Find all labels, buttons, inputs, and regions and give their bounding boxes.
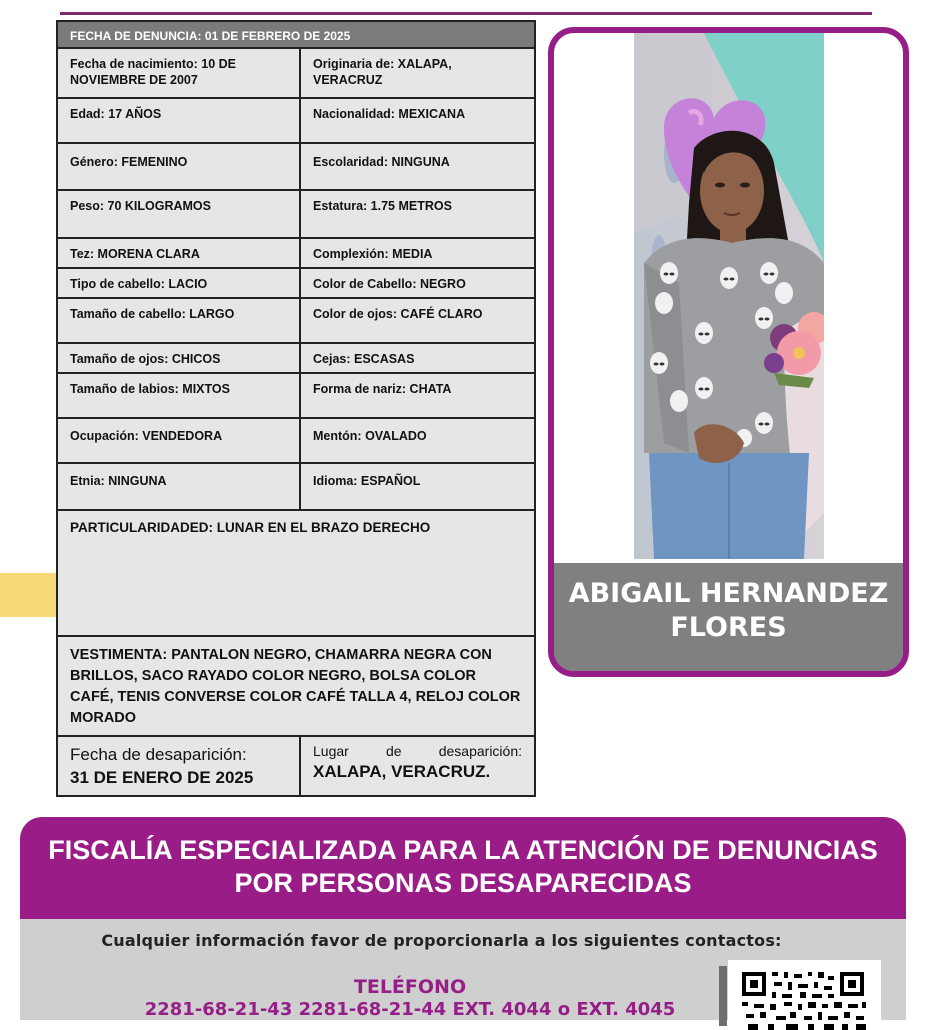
cell-genero: Género: FEMENINO	[70, 155, 188, 169]
info-table	[56, 20, 536, 797]
cell-complexion: Complexión: MEDIA	[299, 239, 534, 269]
lugar-desaparicion-value: XALAPA, VERACRUZ.	[313, 762, 491, 781]
cell-tamano-ojos: Tamaño de ojos: CHICOS	[70, 352, 221, 366]
cell-tez: Tez: MORENA CLARA	[70, 247, 200, 261]
table-row	[58, 47, 534, 99]
cell-peso: Peso: 70 KILOGRAMOS	[70, 199, 211, 213]
cell-tipo-cabello: Tipo de cabello: LACIO	[70, 277, 208, 291]
person-name: ABIGAIL HERNANDEZ FLORES	[554, 563, 903, 671]
cell-etnia: Etnia: NINGUNA	[70, 474, 167, 488]
cell-color-cabello: Color de Cabello: NEGRO	[299, 269, 534, 299]
table-row	[58, 462, 534, 511]
person-photo-illustration	[634, 33, 824, 559]
cell-menton: Mentón: OVALADO	[299, 419, 534, 464]
cell-forma-nariz: Forma de nariz: CHATA	[299, 374, 534, 419]
cell-color-ojos: Color de ojos: CAFÉ CLARO	[299, 299, 534, 344]
phone-block	[110, 976, 710, 1022]
cell-fecha-nacimiento: Fecha de nacimiento: 10 DE NOVIEMBRE DE 2007	[70, 57, 237, 87]
fecha-desaparicion-label: Fecha de desaparición:	[70, 745, 247, 764]
cell-originaria: Originaria de: XALAPA, VERACRUZ	[299, 49, 534, 99]
table-row	[58, 372, 534, 419]
cell-ocupacion: Ocupación: VENDEDORA	[70, 429, 223, 443]
fecha-desaparicion-value: 31 DE ENERO DE 2025	[70, 768, 254, 787]
qr-shadow	[719, 966, 727, 1026]
cell-cejas: Cejas: ESCASAS	[299, 344, 534, 374]
top-divider-line	[60, 12, 872, 15]
missing-person-card	[548, 27, 909, 677]
table-row	[58, 735, 534, 797]
table-row	[58, 97, 534, 144]
table-row	[58, 142, 534, 191]
cell-particularidad: PARTICULARIDADED: LUNAR EN EL BRAZO DERECHO	[70, 520, 431, 535]
phone-label: TELÉFONO	[353, 976, 467, 998]
cell-estatura: Estatura: 1.75 METROS	[299, 191, 534, 239]
contact-instructions: Cualquier información favor de proporcionarla a los siguientes contactos:	[101, 931, 782, 950]
lugar-desaparicion-label: Lugar de desaparición:	[313, 743, 522, 759]
cell-lugar-desaparicion	[299, 737, 534, 797]
table-row	[58, 297, 534, 344]
person-photo	[634, 33, 824, 559]
contact-section	[20, 919, 906, 1020]
table-row	[58, 417, 534, 464]
cell-nacionalidad: Nacionalidad: MEXICANA	[299, 99, 534, 144]
cell-edad: Edad: 17 AÑOS	[70, 107, 162, 121]
cell-escolaridad: Escolaridad: NINGUNA	[299, 144, 534, 191]
table-row	[58, 635, 534, 737]
cell-idioma: Idioma: ESPAÑOL	[299, 464, 534, 511]
cell-tamano-cabello: Tamaño de cabello: LARGO	[70, 307, 235, 321]
table-row	[58, 342, 534, 374]
cell-tamano-labios: Tamaño de labios: MIXTOS	[70, 382, 230, 396]
fecha-denuncia-header: FECHA DE DENUNCIA: 01 DE FEBRERO DE 2025	[58, 22, 534, 49]
phone-numbers[interactable]: 2281-68-21-43 2281-68-21-44 EXT. 4044 o EXT. 4045	[144, 999, 676, 1020]
table-row	[58, 267, 534, 299]
table-row	[58, 237, 534, 269]
fiscalia-banner: FISCALÍA ESPECIALIZADA PARA LA ATENCIÓN DE DENUNCIAS POR PERSONAS DESAPARECIDAS	[20, 817, 906, 919]
cell-vestimenta: VESTIMENTA: PANTALON NEGRO, CHAMARRA NEGRA CON BRILLOS, SACO RAYADO COLOR NEGRO, BOLSA COLOR CAFÉ, TENIS CONVERSE COLOR CAFÉ TALLA 4, RELOJ COLOR MORADO	[70, 647, 521, 726]
table-row	[58, 189, 534, 239]
cell-fecha-desaparicion	[58, 737, 299, 797]
table-row	[58, 509, 534, 637]
